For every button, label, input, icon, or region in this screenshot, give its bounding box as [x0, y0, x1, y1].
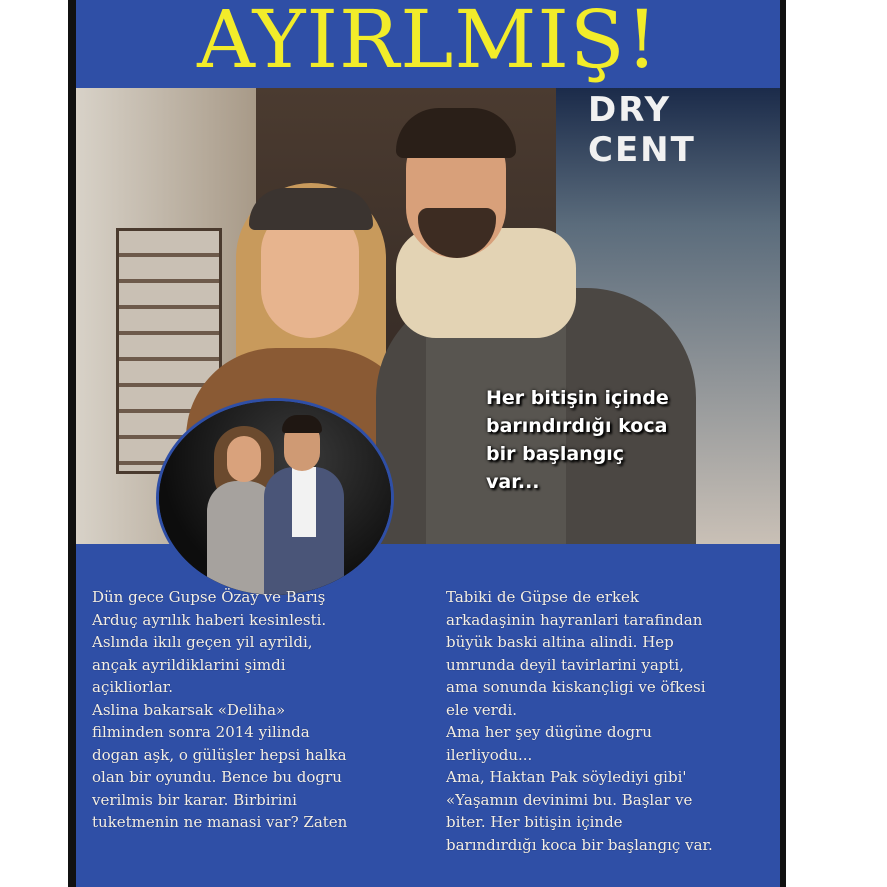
headline: AYIRLMIŞ!: [197, 0, 659, 86]
article-line: ele verdi.: [446, 700, 518, 719]
article-line: dogan aşk, o gülüşler hepsi halka: [92, 745, 347, 764]
article-line: Arduç ayrılık haberi kesinlesti.: [92, 610, 327, 629]
article-line: verilmis bir karar. Birbirini: [92, 790, 297, 809]
article-line: tuketmenin ne manasi var? Zaten: [92, 813, 348, 831]
inset-woman-face: [227, 436, 261, 482]
man-hair: [396, 108, 516, 158]
magazine-page: [76, 0, 780, 887]
article-line: «Yaşamın devinimi bu. Başlar ve: [446, 790, 693, 809]
pull-quote: [486, 384, 780, 496]
article-line: Ama her şey dügüne dogru: [446, 723, 652, 741]
inset-man-hair: [282, 415, 322, 433]
pull-quote-line: barındırdığı koca: [486, 415, 668, 437]
article-column-left: [92, 586, 422, 834]
store-sign: DRY CENT: [588, 90, 696, 170]
inset-photo: [156, 398, 394, 598]
article-line: Tabiki de Güpse de erkek: [446, 588, 640, 606]
article-line: umrunda deyil tavirlarini yapti,: [446, 655, 684, 674]
left-frame-border: [68, 0, 76, 887]
article-line: ilerliyodu...: [446, 745, 533, 764]
right-frame-border: [780, 0, 786, 887]
article-line: ançak ayrildiklarini şimdi: [92, 655, 286, 674]
pull-quote-line: bir başlangıç: [486, 443, 625, 465]
pull-quote-line: Her bitişin içinde: [486, 387, 669, 409]
article-line: Aslina bakarsak «Deliha»: [92, 700, 286, 719]
article-line: Ama, Haktan Pak söylediyi gibi': [446, 768, 687, 786]
pull-quote-line: var...: [486, 471, 540, 493]
article-line: Aslında ikılı geçen yil ayrildi,: [92, 633, 313, 651]
article-line: arkadaşinin hayranlari tarafindan: [446, 610, 703, 629]
article-line: ama sonunda kiskançligi ve öfkesi: [446, 678, 706, 696]
article-line: biter. Her bitişin içinde: [446, 813, 623, 831]
article-column-right: [446, 586, 776, 856]
article-line: barındırdığı koca bir başlangıç var.: [446, 835, 713, 854]
article-line: olan bir oyundu. Bence bu dogru: [92, 768, 342, 786]
article-line: Dün gece Gupse Özay ve Barış: [92, 588, 326, 606]
article-line: açikliorlar.: [92, 678, 174, 696]
article-line: büyük baski altina alindi. Hep: [446, 633, 674, 651]
woman-headband: [249, 188, 373, 230]
article-line: filminden sonra 2014 yilinda: [92, 723, 310, 741]
inset-man-shirt: [292, 467, 316, 537]
